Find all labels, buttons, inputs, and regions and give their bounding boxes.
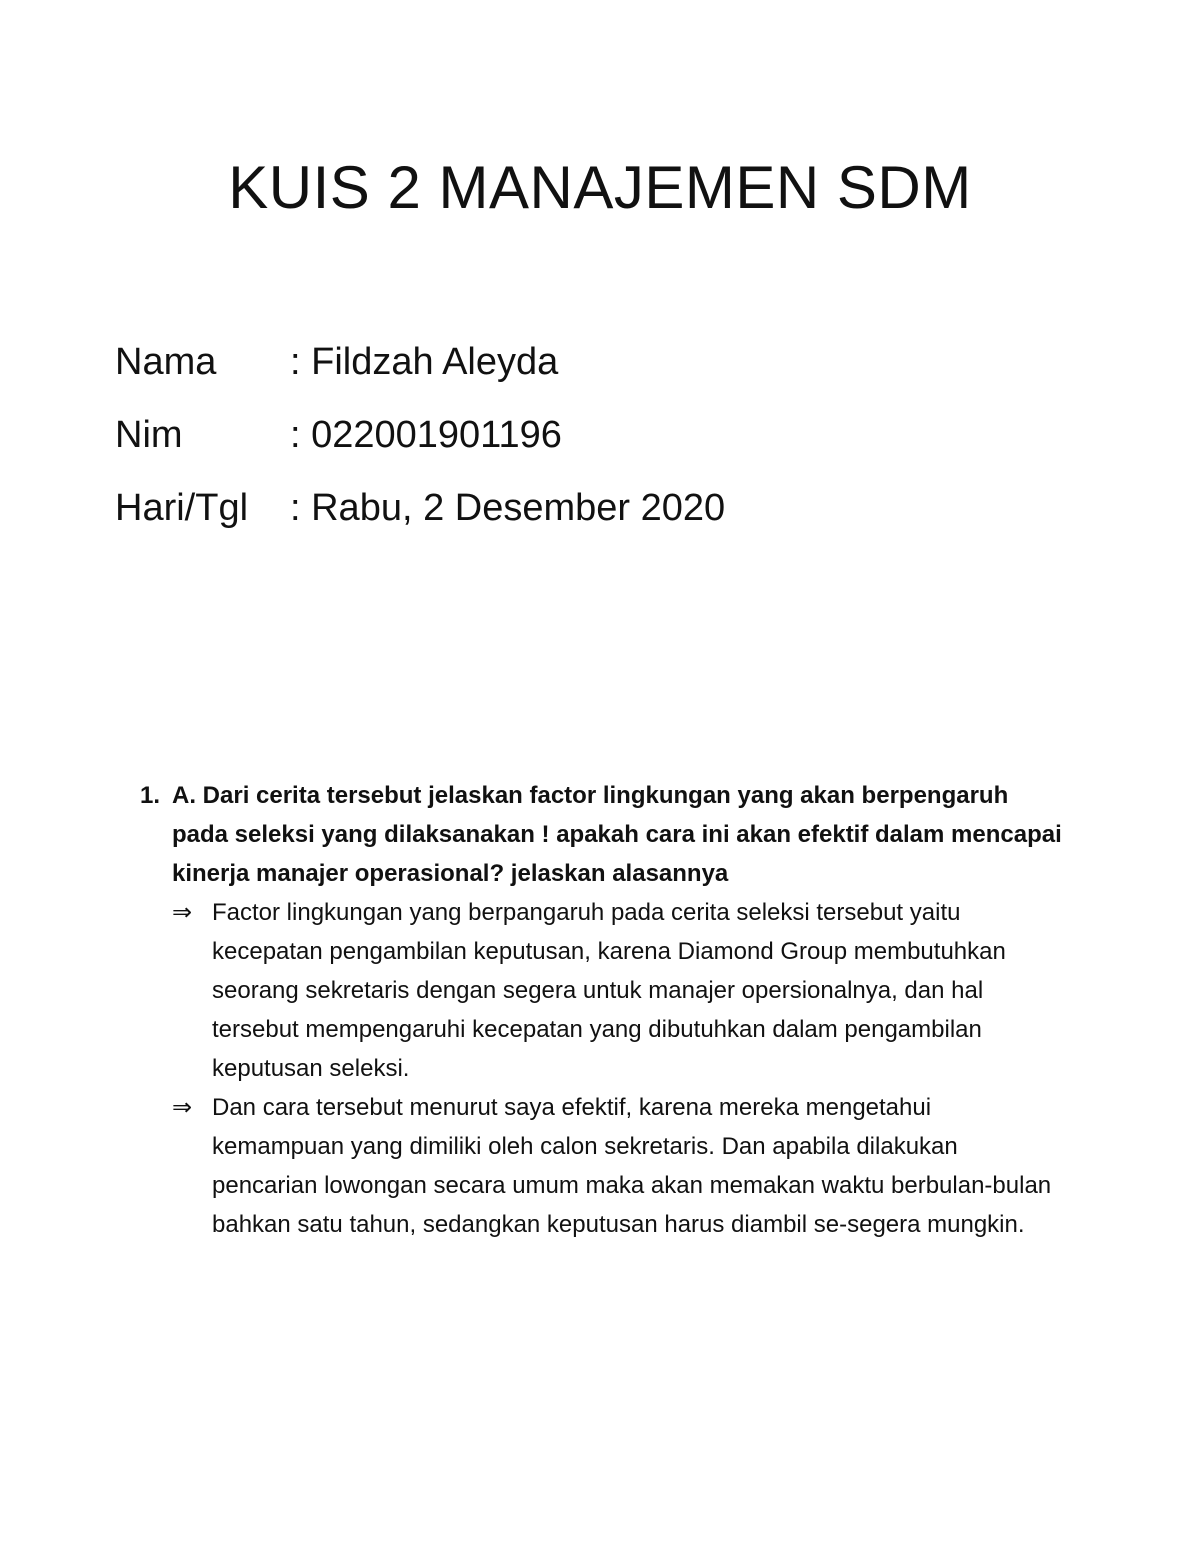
answer-item bbox=[172, 893, 1070, 1088]
implies-arrow-icon: ⇒ bbox=[172, 1093, 193, 1121]
question-number: 1. bbox=[140, 782, 161, 809]
identity-value: : 022001901196 bbox=[290, 414, 562, 456]
answer-item bbox=[172, 1088, 1070, 1244]
identity-label: Nama bbox=[115, 341, 217, 383]
answer-text: Dan cara tersebut menurut saya efektif, karena mereka mengetahui kemampuan yang dimiliki oleh calon sekretaris. Dan apabila dilakukan pencarian lowongan secara umum maka akan memakan waktu berbulan-bulan bahkan satu tahun, sedangkan keputusan harus diambil se-segera mungkin. bbox=[212, 1094, 1052, 1238]
document-title: KUIS 2 MANAJEMEN SDM bbox=[228, 154, 972, 221]
question-text: A. Dari cerita tersebut jelaskan factor lingkungan yang akan berpengaruh pada seleksi yang dilaksanakan ! apakah cara ini akan efektif dalam mencapai kinerja manajer operasional? jelaskan alasannya bbox=[172, 782, 1062, 887]
question-block bbox=[140, 776, 1070, 1244]
identity-value: : Rabu, 2 Desember 2020 bbox=[290, 487, 726, 529]
identity-row-nim bbox=[115, 413, 725, 486]
identity-row-hari-tgl bbox=[115, 486, 725, 559]
identity-row-nama bbox=[115, 340, 725, 413]
identity-value: : Fildzah Aleyda bbox=[290, 341, 559, 383]
identity-label: Hari/Tgl bbox=[115, 487, 249, 529]
answer-list bbox=[172, 893, 1070, 1244]
implies-arrow-icon: ⇒ bbox=[172, 898, 193, 926]
identity-label: Nim bbox=[115, 414, 183, 456]
identity-block bbox=[115, 340, 725, 559]
question-item bbox=[140, 776, 1070, 893]
answer-text: Factor lingkungan yang berpangaruh pada cerita seleksi tersebut yaitu kecepatan pengambilan keputusan, karena Diamond Group membutuhkan seorang sekretaris dengan segera untuk manajer opersionalnya, dan hal tersebut mempengaruhi kecepatan yang dibutuhkan dalam pengambilan keputusan seleksi. bbox=[212, 899, 1006, 1082]
